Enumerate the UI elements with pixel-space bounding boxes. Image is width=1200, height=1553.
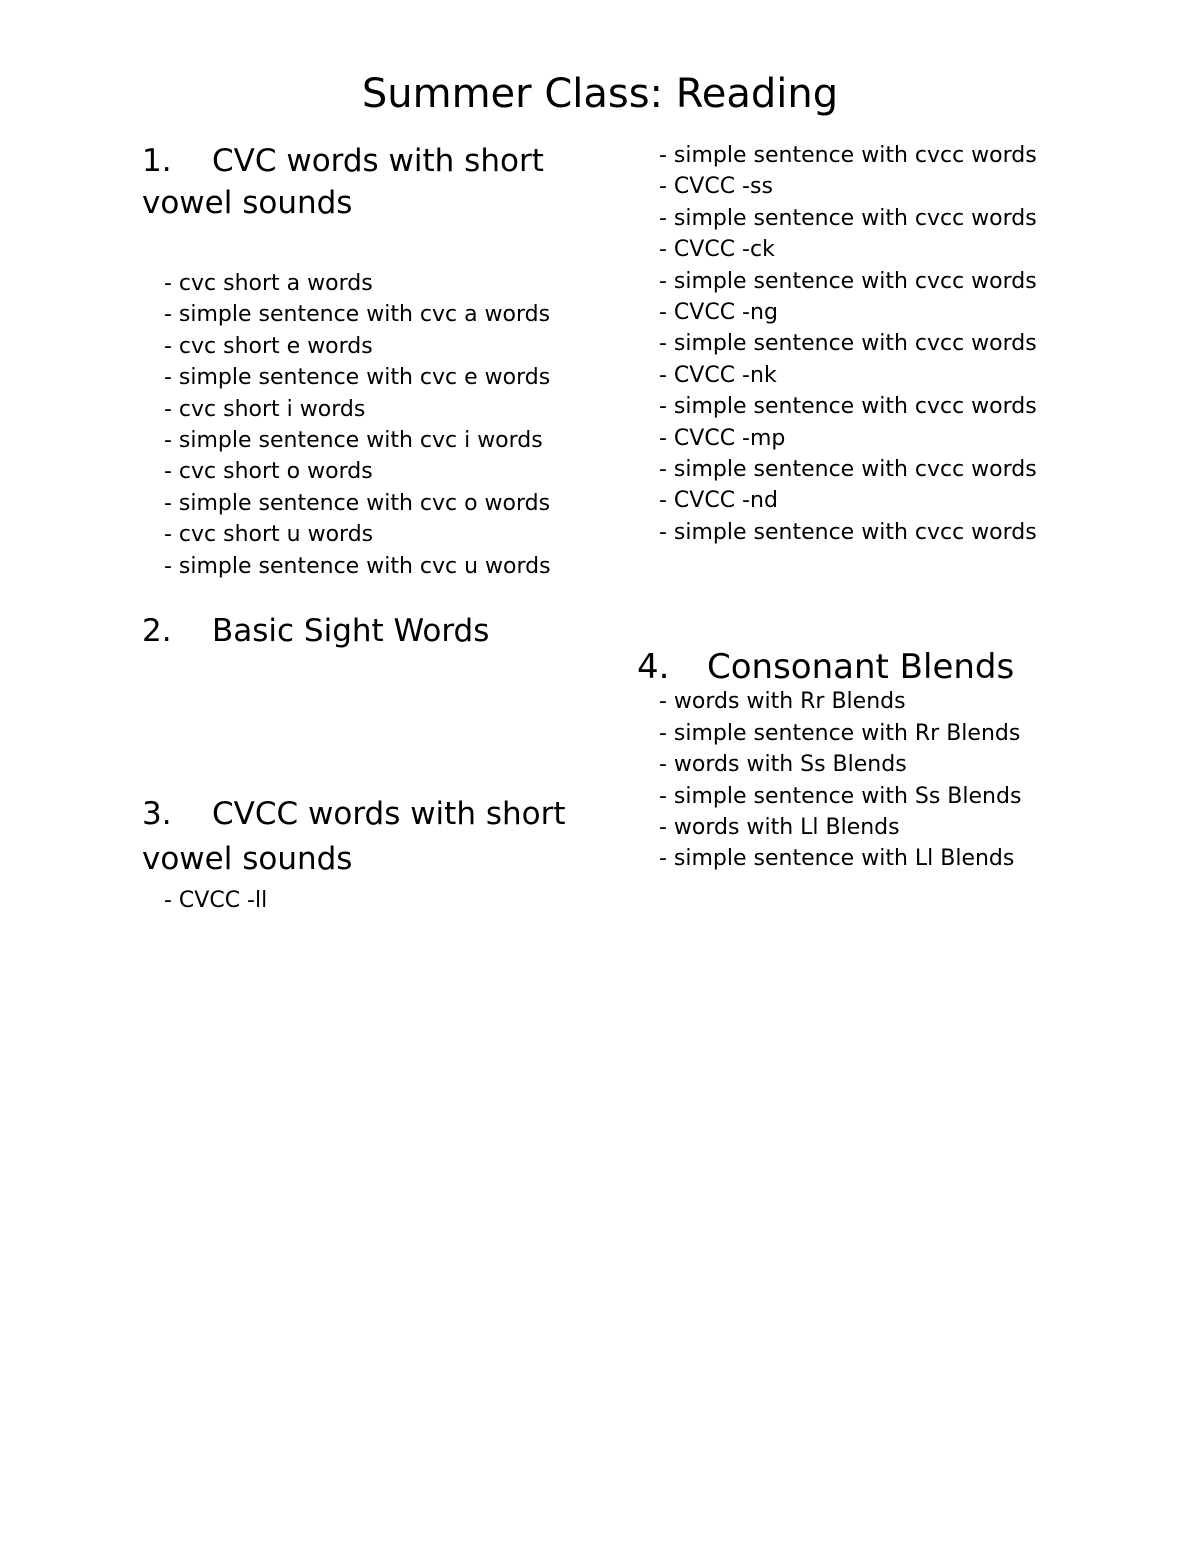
list-item: - CVCC -ss xyxy=(659,174,773,200)
list-item: - cvc short a words xyxy=(164,271,373,296)
section-2-title: Basic Sight Words xyxy=(212,613,490,650)
section-3-list-continued xyxy=(637,140,1067,548)
list-item: - simple sentence with cvc a words xyxy=(164,302,551,328)
list-item: - words with Rr Blends xyxy=(659,689,906,715)
list-item: - CVCC -nd xyxy=(659,488,778,514)
list-item: - simple sentence with Ll Blends xyxy=(659,846,1015,872)
list-item: - simple sentence with cvcc words xyxy=(659,143,1037,168)
list-item: - words with Ss Blends xyxy=(659,752,907,778)
list-item: - simple sentence with Ss Blends xyxy=(659,783,1022,809)
section-3-number: 3. xyxy=(142,796,172,833)
section-4-title: Consonant Blends xyxy=(707,647,1015,688)
section-4-number: 4. xyxy=(637,647,670,688)
list-item: - cvc short e words xyxy=(164,333,373,359)
list-item: - CVCC -ll xyxy=(164,888,268,914)
right-column xyxy=(637,140,1067,875)
section-2-number: 2. xyxy=(142,613,172,650)
list-item: - simple sentence with cvcc words xyxy=(659,394,1037,420)
section-1-title: CVC words with short vowel sounds xyxy=(142,143,544,221)
list-item: - simple sentence with cvcc words xyxy=(659,457,1037,483)
list-item: - simple sentence with cvcc words xyxy=(659,519,1037,545)
list-item: - words with Ll Blends xyxy=(659,814,900,840)
section-4-heading xyxy=(637,644,1067,690)
section-1-heading xyxy=(142,140,582,224)
list-item: - cvc short o words xyxy=(164,459,373,485)
section-3-heading xyxy=(142,792,582,882)
left-column xyxy=(142,140,582,916)
section-4-list xyxy=(637,686,1067,874)
page-title: Summer Class: Reading xyxy=(361,71,839,117)
list-item: - cvc short u words xyxy=(164,522,374,548)
list-item: - CVCC -mp xyxy=(659,425,786,451)
section-3-title: CVCC words with short vowel sounds xyxy=(142,796,566,878)
list-item: - simple sentence with cvc o words xyxy=(164,490,551,516)
list-item: - simple sentence with cvc i words xyxy=(164,428,543,454)
list-item: - CVCC -ng xyxy=(659,300,778,326)
list-item: - simple sentence with cvcc words xyxy=(659,205,1037,231)
section-2-heading xyxy=(142,610,582,652)
section-3-list-start xyxy=(142,885,582,916)
list-item: - simple sentence with cvcc words xyxy=(659,331,1037,357)
list-item: - simple sentence with cvcc words xyxy=(659,268,1037,294)
list-item: - simple sentence with Rr Blends xyxy=(659,720,1021,746)
list-item: - CVCC -nk xyxy=(659,362,777,388)
list-item: - cvc short i words xyxy=(164,396,366,422)
section-1-list xyxy=(142,268,582,582)
section-1-number: 1. xyxy=(142,143,172,179)
list-item: - CVCC -ck xyxy=(659,237,775,263)
list-item: - simple sentence with cvc u words xyxy=(164,553,551,579)
list-item: - simple sentence with cvc e words xyxy=(164,365,551,391)
